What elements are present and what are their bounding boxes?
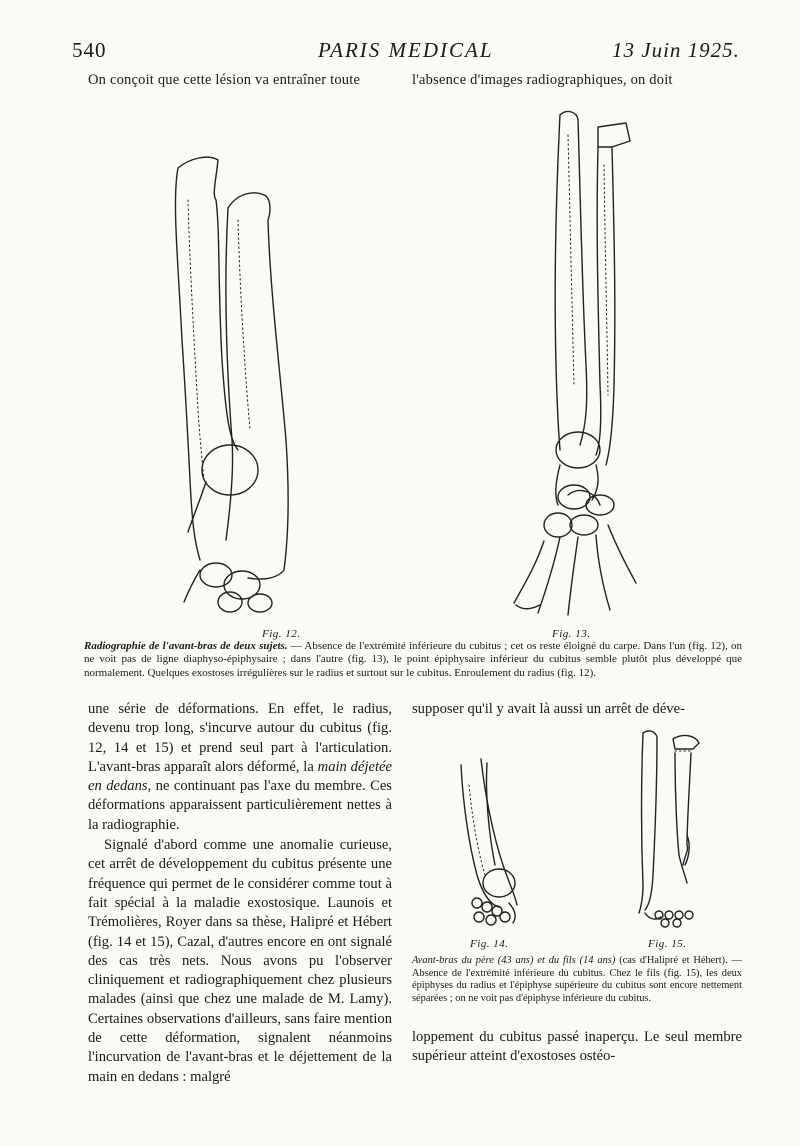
left-paragraph-1-b: , ne continuant pas l'axe du membre. Ces déformations apparaissent particulièrement nettes à la radiographie. [88,778,392,833]
caption2-body: (cas d'Halipré et Hébert). — Absence de l'extrémité inférieure du cubitus. Chez le fils (fig. 15), les deux épiphyses du radius et l'épiphyse supérieure du cubitus sont encore nettement séparées ; on ne voit pas d'épiphyse inférieure du cubitus. [412,955,742,1004]
caption-title: Radiographie de l'avant-bras de deux sujets. [84,640,288,652]
left-column [88,700,392,1087]
figure-13-label: Fig. 13. [552,628,591,640]
top-line-right: l'absence d'images radiographiques, on doit [412,72,673,88]
figure-13-forearm-drawing [500,105,650,620]
journal-title: PARIS MEDICAL [318,38,494,62]
right-bottom-text: loppement du cubitus passé inaperçu. Le seul membre supérieur atteint d'exostoses ostéo- [412,1029,742,1065]
caption2-title: Avant-bras du père (43 ans) et du fils (14 ans) [412,955,616,966]
right-column-bottom [412,1028,742,1067]
top-line-left: On conçoit que cette lésion va entraîner toute [88,72,361,88]
figure-15-forearm-drawing [635,725,715,930]
left-paragraph-1-a: une série de déformations. En effet, le radius, devenu trop long, s'incurve autour du cubitus (fig. 12, 14 et 15) et prend seul part à l'articulation. L'avant-bras apparaît alors déformé, la [88,701,392,775]
left-paragraph-1 [88,700,392,835]
figure-14-forearm-drawing [455,755,535,930]
right-column-top [412,700,742,719]
right-top-line: supposer qu'il y avait là aussi un arrêt de déve- [412,701,685,717]
issue-date: 13 Juin 1925. [612,38,740,62]
figure-15-label: Fig. 15. [648,938,687,950]
figure-12-13-caption [84,640,742,680]
left-paragraph-1-italic: main déjetée en dedans [88,758,392,795]
figure-12-label: Fig. 12. [262,628,301,640]
page-number: 540 [72,38,107,62]
caption-body: — Absence de l'extrémité inférieure du cubitus ; cet os reste éloigné du carpe. Dans l'un (fig. 12), on ne voit pas de ligne diaphyso-épiphysaire ; dans l'autre (fig. 13), le point épiphysaire inférieur du cubitus semble plutôt plus développé que normalement. Quelques exostoses irrégulières sur le radius et surtout sur le cubitus. Enroulement du radius (fig. 12). [84,640,743,679]
figure-14-15-caption [412,955,742,1005]
left-paragraph-2: Signalé d'abord comme une anomalie curieuse, cet arrêt de développement du cubitus présente une fréquence qui permet de le considérer comme tout à fait spécial à la maladie exostosique. Launois et Trémolières, Royer dans sa thèse, Halipré et Hébert (fig. 14 et 15), Cazal, d'autres encore en ont signalé des cas très nets. Nous avons pu l'observer cliniquement et radiographiquement chez plusieurs malades (ainsi que chez une malade de M. Lamy). Certaines observations d'ailleurs, sans faire mention de cette déformation, signalent néanmoins l'incurvation de l'avant-bras et le déjettement de la main en dedans : malgré [88,837,392,1085]
figure-14-label: Fig. 14. [470,938,509,950]
figure-12-forearm-drawing [160,140,330,620]
